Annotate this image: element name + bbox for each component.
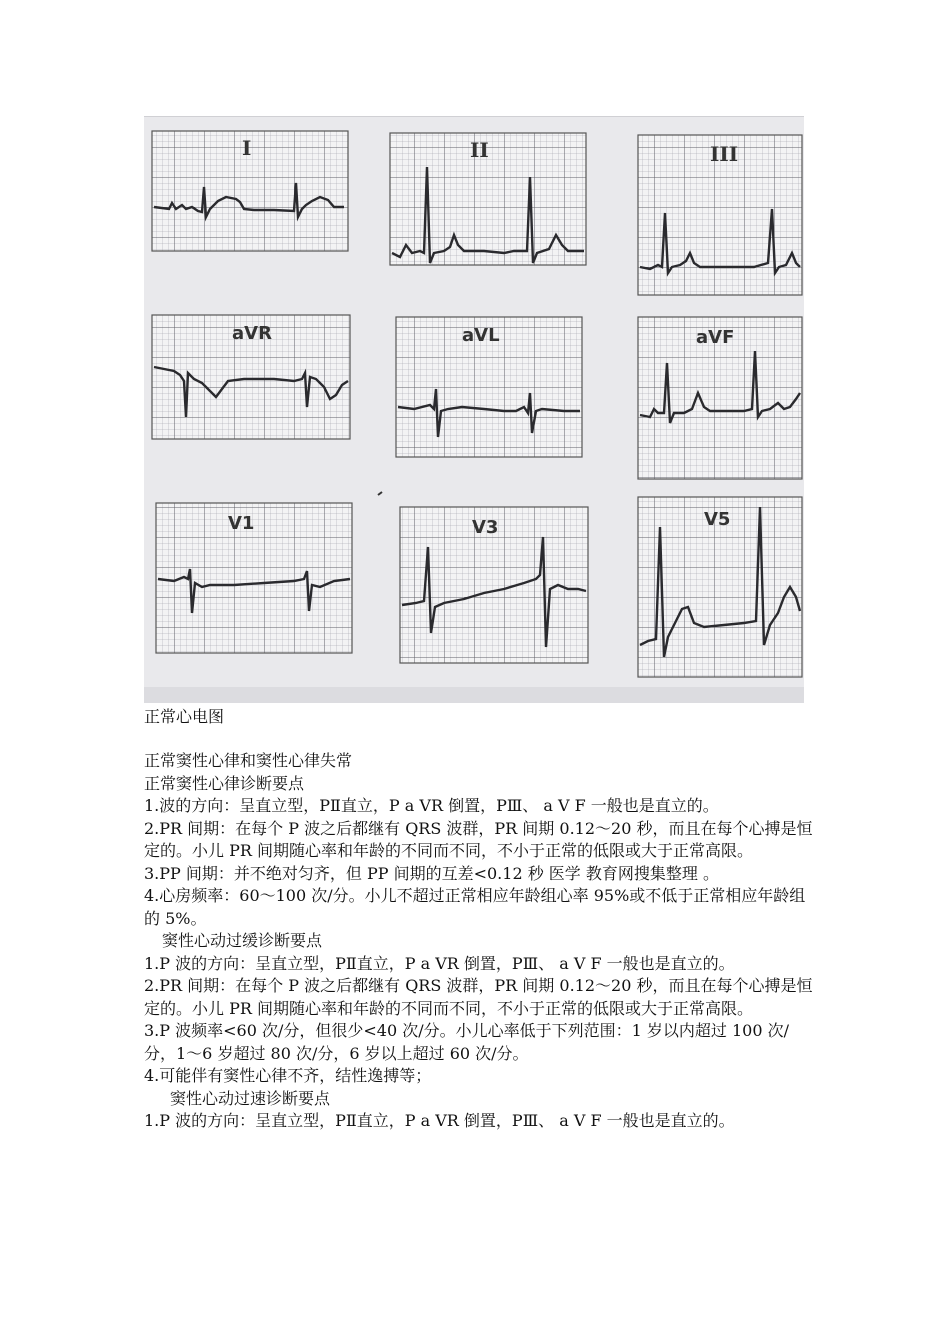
lead-label: aVL (462, 325, 500, 346)
list-item: 3.PP 间期：并不绝对匀齐，但 PP 间期的互差<0.12 秒 医学 教育网搜集整理 。 (144, 863, 719, 883)
lead-panel-III (638, 135, 802, 295)
subsection-title: 窦性心动过缓诊断要点 (162, 931, 323, 950)
lead-label: aVF (696, 327, 735, 348)
list-item: 4.可能伴有窦性心律不齐，结性逸搏等； (144, 1066, 432, 1085)
lead-label: V3 (472, 517, 499, 538)
lead-panel-I (152, 131, 348, 251)
list-item: 4.心房频率：60～100 次/分。小儿不超过正常相应年龄组心率 95%或不低于正常相应年龄组的 5%。 (144, 886, 806, 928)
list-item: 2.PR 间期：在每个 P 波之后都继有 QRS 波群，PR 间期 0.12～20 秒，而且在每个心搏是恒定的。小儿 PR 间期随心率和年龄的不同而不同，不小于正常的低限或大于正常高限。 (144, 976, 813, 1018)
lead-panel-aVF (638, 317, 802, 479)
lead-label: V1 (228, 513, 255, 534)
lead-label: I (242, 136, 252, 160)
lead-panel-aVL (396, 317, 582, 457)
list-item: 1.P 波的方向：呈直立型，PⅡ直立，P a VR 倒置，PⅢ、 a V F 一般也是直立的。 (144, 1111, 735, 1130)
lead-panel-V3 (400, 507, 588, 663)
lead-panel-aVR (152, 315, 350, 439)
document-body (144, 750, 814, 1133)
lead-label: V5 (704, 509, 731, 530)
subsection-title: 窦性心动过速诊断要点 (170, 1088, 331, 1108)
lead-label: aVR (232, 323, 272, 344)
list-item: 1.P 波的方向：呈直立型，PⅡ直立，P a VR 倒置，PⅢ、 a V F 一般也是直立的。 (144, 953, 735, 973)
section-title: 正常窦性心律和窦性心律失常 (144, 751, 353, 770)
list-item: 3.P 波频率<60 次/分，但很少<40 次/分。小儿心率低于下列范围：1 岁以内超过 100 次/分，1～6 岁超过 80 次/分，6 岁以上超过 60 次/分。 (144, 1021, 789, 1063)
lead-label: III (710, 142, 739, 166)
lead-panel-V1 (156, 503, 352, 653)
subsection-title: 正常窦性心律诊断要点 (144, 773, 305, 793)
figure-caption: 正常心电图 (144, 707, 225, 726)
ecg-figure (144, 116, 804, 703)
list-item: 2.PR 间期：在每个 P 波之后都继有 QRS 波群，PR 间期 0.12～20 秒，而且在每个心搏是恒定的。小儿 PR 间期随心率和年龄的不同而不同，不小于正常的低限或大于正常高限。 (144, 818, 813, 860)
lead-label: II (470, 138, 489, 162)
lead-panel-II (390, 133, 586, 265)
list-item: 1.波的方向：呈直立型，PⅡ直立，P a VR 倒置，PⅢ、 a V F 一般也是直立的。 (144, 796, 719, 815)
lead-panel-V5 (638, 497, 802, 677)
